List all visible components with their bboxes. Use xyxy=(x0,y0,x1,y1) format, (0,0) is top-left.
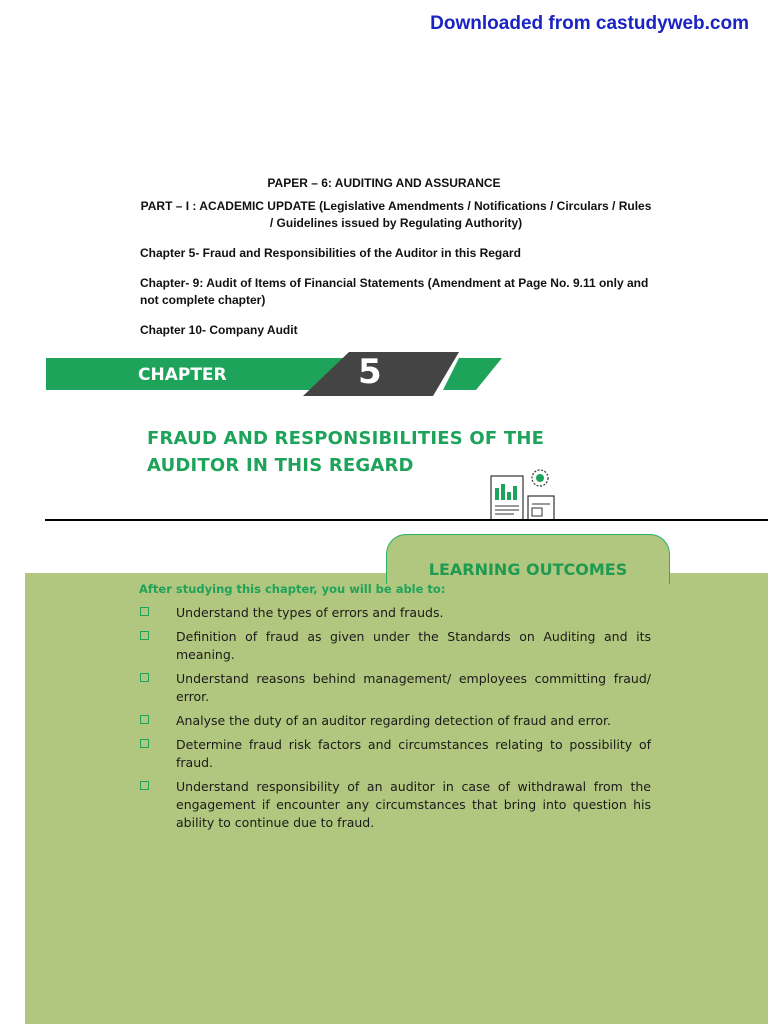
academic-update-heading: PART – I : ACADEMIC UPDATE (Legislative Amendments / Notifications / Circulars / Rules / Guidelines issued by Regulating Authority) xyxy=(140,199,652,230)
checkbox-bullet-icon xyxy=(140,607,149,616)
learning-outcomes-tab xyxy=(386,534,670,584)
download-source-link[interactable]: Downloaded from castudyweb.com xyxy=(430,13,749,34)
chapter-label: CHAPTER xyxy=(138,365,227,385)
list-item xyxy=(139,778,651,832)
chapter-list-item: Chapter 10- Company Audit xyxy=(140,323,298,337)
chapter-banner xyxy=(46,352,506,396)
chapter-list-item: Chapter 5- Fraud and Responsibilities of the Auditor in this Regard xyxy=(140,246,521,260)
checkbox-bullet-icon xyxy=(140,739,149,748)
list-item-text: Determine fraud risk factors and circumstances relating to possibility of fraud. xyxy=(176,737,651,770)
section-divider xyxy=(45,519,768,521)
list-item xyxy=(139,604,651,622)
chapter-banner-shape xyxy=(46,352,506,396)
list-item xyxy=(139,736,651,772)
paper-title: PAPER – 6: AUDITING AND ASSURANCE xyxy=(267,176,501,190)
learning-outcomes-intro: After studying this chapter, you will be able to: xyxy=(139,582,446,596)
learning-outcomes-heading: LEARNING OUTCOMES xyxy=(428,560,628,579)
checkbox-bullet-icon xyxy=(140,673,149,682)
list-item-text: Understand responsibility of an auditor in case of withdrawal from the engagement if encounter any circumstances that bring into question his ability to continue due to fraud. xyxy=(176,779,651,830)
checkbox-bullet-icon xyxy=(140,781,149,790)
list-item xyxy=(139,712,651,730)
chapter-title-line-1: FRAUD AND RESPONSIBILITIES OF THE xyxy=(147,428,545,449)
chapter-list-item: Chapter- 9: Audit of Items of Financial Statements (Amendment at Page No. 9.11 only and not complete chapter) xyxy=(140,276,649,307)
list-item xyxy=(139,670,651,706)
checkbox-bullet-icon xyxy=(140,715,149,724)
list-item-text: Definition of fraud as given under the Standards on Auditing and its meaning. xyxy=(176,629,651,662)
list-item xyxy=(139,628,651,664)
list-item-text: Understand reasons behind management/ employees committing fraud/ error. xyxy=(176,671,651,704)
list-item-text: Understand the types of errors and frauds. xyxy=(176,605,444,620)
chapter-number: 5 xyxy=(358,352,382,392)
chapter-title-line-2: AUDITOR IN THIS REGARD xyxy=(147,455,414,476)
learning-outcomes-list xyxy=(139,604,651,838)
list-item-text: Analyse the duty of an auditor regarding detection of fraud and error. xyxy=(176,713,611,728)
report-illustration-icon xyxy=(488,466,560,522)
checkbox-bullet-icon xyxy=(140,631,149,640)
